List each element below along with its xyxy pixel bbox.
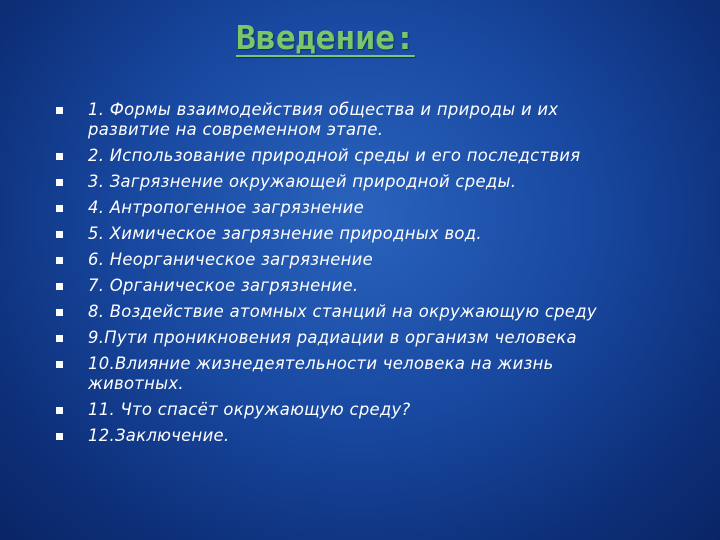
slide-title: Введение: bbox=[236, 18, 415, 57]
list-item-text: 12.Заключение. bbox=[88, 426, 230, 445]
list-item bbox=[56, 97, 686, 143]
square-bullet-icon bbox=[56, 257, 63, 264]
list-item-text: 11. Что спасёт окружающую среду? bbox=[88, 400, 411, 419]
list-item-text: 5. Химическое загрязнение природных вод. bbox=[88, 224, 482, 243]
square-bullet-icon bbox=[56, 309, 63, 316]
topic-list bbox=[56, 97, 686, 449]
list-item bbox=[56, 351, 686, 397]
list-item bbox=[56, 397, 686, 423]
list-item-text: 6. Неорганическое загрязнение bbox=[88, 250, 374, 269]
list-item-text: 1. Формы взаимодействия общества и природы и их bbox=[88, 100, 559, 119]
square-bullet-icon bbox=[56, 361, 63, 368]
list-item bbox=[56, 143, 686, 169]
list-item-text: 2. Использование природной среды и его последствия bbox=[88, 146, 581, 165]
list-item bbox=[56, 169, 686, 195]
square-bullet-icon bbox=[56, 179, 63, 186]
list-item bbox=[56, 247, 686, 273]
list-item-text: 3. Загрязнение окружающей природной среды. bbox=[88, 172, 517, 191]
square-bullet-icon bbox=[56, 407, 63, 414]
square-bullet-icon bbox=[56, 335, 63, 342]
square-bullet-icon bbox=[56, 205, 63, 212]
list-item-text-continued: развитие на современном этапе. bbox=[88, 120, 384, 139]
list-item-text: 10.Влияние жизнедеятельности человека на жизнь bbox=[88, 354, 554, 373]
list-item bbox=[56, 423, 686, 449]
square-bullet-icon bbox=[56, 433, 63, 440]
list-item-text: 7. Органическое загрязнение. bbox=[88, 276, 359, 295]
list-item-text: 9.Пути проникновения радиации в организм человека bbox=[88, 328, 577, 347]
list-item bbox=[56, 299, 686, 325]
list-item bbox=[56, 221, 686, 247]
list-item bbox=[56, 273, 686, 299]
square-bullet-icon bbox=[56, 231, 63, 238]
list-item-text-continued: животных. bbox=[88, 374, 184, 393]
square-bullet-icon bbox=[56, 153, 63, 160]
list-item bbox=[56, 195, 686, 221]
square-bullet-icon bbox=[56, 283, 63, 290]
list-item-text: 8. Воздействие атомных станций на окружающую среду bbox=[88, 302, 597, 321]
square-bullet-icon bbox=[56, 107, 63, 114]
list-item bbox=[56, 325, 686, 351]
list-item-text: 4. Антропогенное загрязнение bbox=[88, 198, 364, 217]
